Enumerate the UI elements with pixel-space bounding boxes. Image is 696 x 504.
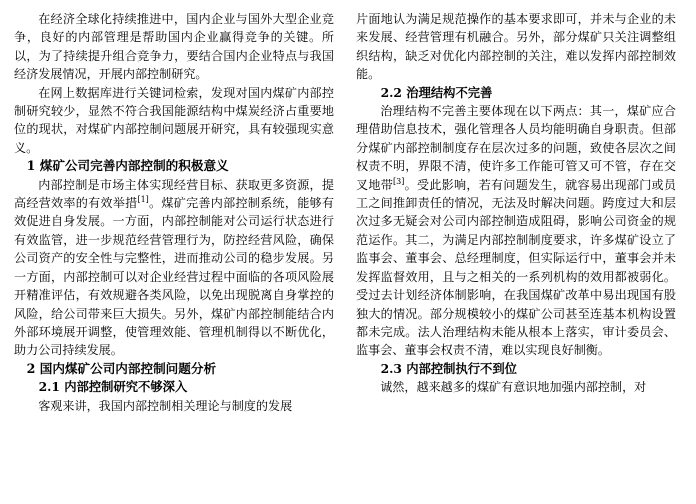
right-column [356,10,676,496]
paragraph: 客观来讲，我国内部控制相关理论与制度的发展 [38,398,293,413]
paragraph-with-reference [356,102,676,360]
left-column [14,10,334,496]
subsection-heading-2-1: 2.1 内部控制研究不够深入 [38,379,188,395]
paragraph-with-reference [14,176,334,360]
paragraph-text-before-ref: 治理结构不完善主要体现在以下两点：其一，煤矿应合理借助信息技术，强化管理各人员均能明确自身职责。但部分煤矿内部控制制度存在层次过多的问题，致使各层次之间权责不明，界限不清，使许多工作能可管又可不管，存在交叉地带 [356,104,676,192]
reference-marker: [3] [393,176,405,186]
paragraph: 在网上数据库进行关键词检索，发现对国内煤矿内部控制研究较少，显然不符合我国能源结构中煤炭经济占重要地位的现状，对煤矿内部控制问题展开研究，具有较强现实意义。 [14,85,334,155]
paragraph-text-after-ref: 。受此影响，若有问题发生，就容易出现部门或员工之间推卸责任的情况，无法及时解决问题。跨度过大和层次过多无疑会对公司内部控制造成阻碍，影响公司资金的规范运作。其二，为满足内部控制制度要求，许多煤矿设立了监事会、董事会、总经理制度，但实际运行中，董事会并未发挥监督效用，且与之相关的一系列机构的效用都被弱化。受过去计划经济体制影响，在我国煤矿改革中易出现国有股独大的情况。部分规模较小的煤矿公司甚至连基本机构设置都未完成。法人治理结构未能从根本上落实，审计委员会、监事会、董事会权责不清，难以实现良好制衡。 [356,177,676,358]
paragraph: 在经济全球化持续推进中，国内企业与国外大型企业竞争，良好的内部管理是帮助国内企业赢得竞争的关键。所以，为了持续提升组合竞争力，要结合国内企业特点与我国经济发展情况，开展内部控制研究。 [14,12,334,82]
subsection-heading-2-3: 2.3 内部控制执行不到位 [380,360,517,376]
paragraph-text-after-ref: 。煤矿完善内部控制系统，能够有效促进自身发展。一方面，内部控制能对公司运行状态进行有效监管，进一步规范经营管理行为，防控经营风险，确保公司资产的安全性与完整性，进而推动公司的稳步发展。另一方面，内部控制可以对企业经营过程中面临的各项风险展开精准评估，有效规避各类风险，以免出现脱离自身掌控的风险，给公司带来巨大损失。另外，煤矿内部控制能结合内外部环境展开调整，使管理效能、管理机制得以不断优化，助力公司持续发展。 [14,196,334,358]
reference-marker: [1] [137,195,149,205]
paragraph-text-before-ref: 内部控制是市场主体实现经营目标、获取更多资源，提高经营效率的有效举措 [14,177,334,211]
section-heading-1: 1 煤矿公司完善内部控制的积极意义 [26,158,229,174]
section-heading-2: 2 国内煤矿公司内部控制问题分析 [26,360,217,376]
paragraph: 诚然，越来越多的煤矿有意识地加强内部控制，对 [380,380,647,395]
paragraph: 片面地认为满足规范操作的基本要求即可，并未与企业的未来发展、经营管理有机融合。另外，部分煤矿只关注调整组织结构，缺乏对优化内部控制的关注，难以发挥内部控制效能。 [356,12,676,82]
subsection-heading-2-2: 2.2 治理结构不完善 [380,84,493,100]
